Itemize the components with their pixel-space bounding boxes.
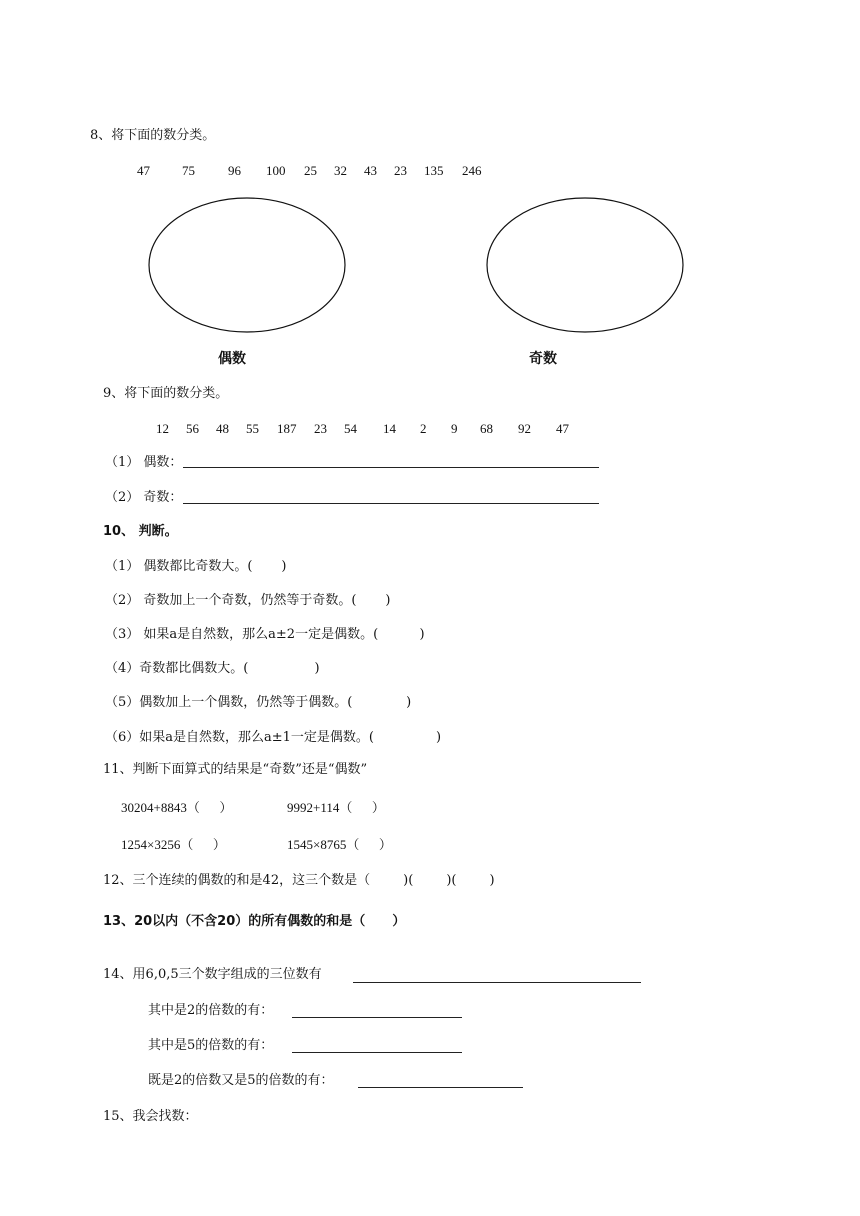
q9-number: 48 [216,421,229,436]
q9-number: 23 [314,421,327,436]
q14-sub1-label: 其中是2的倍数的有： [148,1003,274,1018]
q9-number: 56 [186,421,199,436]
q9-number: 92 [518,421,531,436]
q10-item: （5）偶数加上一个偶数，仍然等于偶数。( ) [105,695,412,710]
q14-sub3-answer-line[interactable] [358,1087,523,1088]
q9-number: 47 [556,421,569,436]
q8-title: 8、将下面的数分类。 [90,128,216,143]
q8-number: 23 [394,163,407,178]
q14-title: 14、用6,0,5三个数字组成的三位数有 [103,967,322,982]
q15-title: 15、我会找数： [103,1109,198,1124]
q12-text: 12、三个连续的偶数的和是42，这三个数是（ )( )( ) [103,873,495,888]
odd-sorting-oval[interactable] [486,197,686,335]
q9-number: 54 [344,421,357,436]
q9-odd-answer-line[interactable] [183,503,599,504]
q10-item: （4）奇数都比偶数大。( ) [105,661,320,676]
q8-number: 96 [228,163,241,178]
q8-number: 25 [304,163,317,178]
q9-number: 187 [277,421,297,436]
q9-number: 2 [420,421,427,436]
q14-sub2-answer-line[interactable] [292,1052,462,1053]
q10-item: （2） 奇数加上一个奇数，仍然等于奇数。( ) [105,593,391,608]
even-label: 偶数 [218,351,246,367]
q10-item: （1） 偶数都比奇数大。( ) [105,559,287,574]
q8-number: 47 [137,163,150,178]
q9-number: 55 [246,421,259,436]
q8-number: 75 [182,163,195,178]
q11-expression: 30204+8843（ ） [121,800,233,815]
q9-title: 9、将下面的数分类。 [103,386,229,401]
q14-sub3-label: 既是2的倍数又是5的倍数的有： [148,1073,334,1088]
q9-number: 12 [156,421,169,436]
q9-number: 9 [451,421,458,436]
q8-number: 135 [424,163,444,178]
q9-odd-label: （2） 奇数： [105,490,183,505]
q14-sub1-answer-line[interactable] [292,1017,462,1018]
q8-number: 43 [364,163,377,178]
q13-text: 13、20以内（不含20）的所有偶数的和是（ ） [103,914,406,929]
q8-number: 32 [334,163,347,178]
q11-expression: 1545×8765（ ） [287,837,392,852]
q14-sub2-label: 其中是5的倍数的有： [148,1038,274,1053]
q8-number: 246 [462,163,482,178]
q11-title: 11、判断下面算式的结果是“奇数”还是“偶数” [103,762,368,777]
q9-even-answer-line[interactable] [183,467,599,468]
q8-number: 100 [266,163,286,178]
odd-label: 奇数 [529,351,557,367]
q10-item: （6）如果a是自然数，那么a±1一定是偶数。( ) [105,730,442,745]
q9-number: 68 [480,421,493,436]
q11-expression: 9992+114（ ） [287,800,385,815]
q10-item: （3） 如果a是自然数，那么a±2一定是偶数。( ) [105,627,425,642]
q10-title: 10、 判断。 [103,524,178,539]
q9-number: 14 [383,421,396,436]
q14-answer-line[interactable] [353,982,641,983]
q11-expression: 1254×3256（ ） [121,837,226,852]
q9-even-label: （1） 偶数： [105,455,183,470]
even-sorting-oval[interactable] [148,197,348,335]
